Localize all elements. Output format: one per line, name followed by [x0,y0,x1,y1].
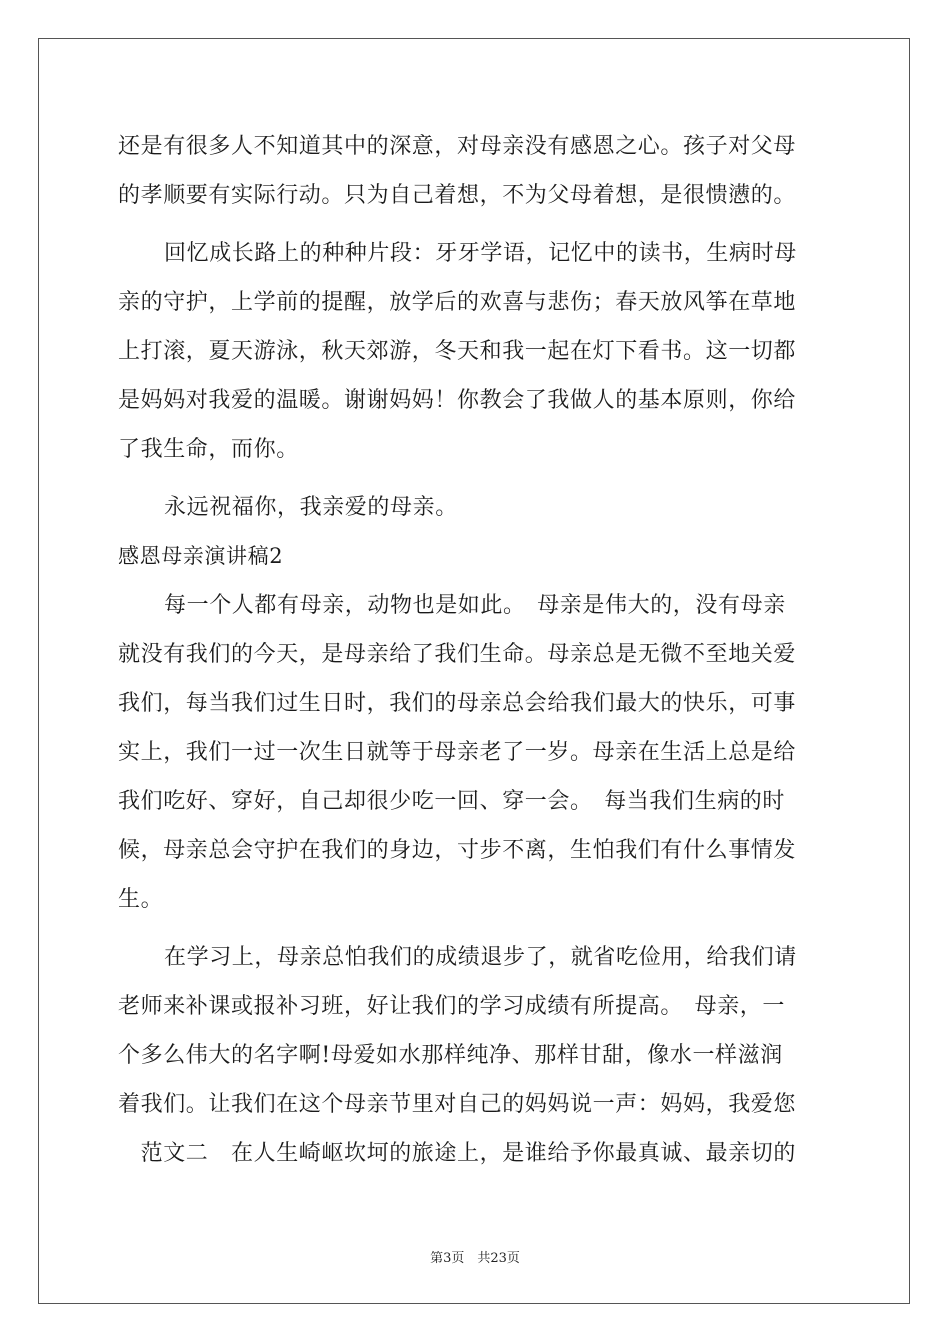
text-line: 个多么伟大的名字啊!母爱如水那样纯净、那样甘甜，像水一样滋润 [118,1043,783,1068]
text-line: 亲的守护，上学前的提醒，放学后的欢喜与悲伤；春天放风筝在草地 [118,290,797,315]
text-line: 回忆成长路上的种种片段：牙牙学语，记忆中的读书，生病时母 [164,241,797,266]
text-line: 在学习上，母亲总怕我们的成绩退步了，就省吃俭用，给我们请 [164,945,797,970]
text-line: 生。 [118,887,164,912]
text-line: 永远祝福你，我亲爱的母亲。 [164,495,458,520]
text-line: 还是有很多人不知道其中的深意，对母亲没有感恩之心。孩子对父母 [118,134,797,159]
text-line: 我们吃好、穿好，自己却很少吃一回、穿一会。 每当我们生病的时 [118,789,786,814]
text-line: 了我生命，而你。 [118,437,299,462]
text-line: 老师来补课或报补习班，好让我们的学习成绩有所提高。 母亲，一 [118,994,786,1019]
text-line: 上打滚，夏天游泳，秋天郊游，冬天和我一起在灯下看书。这一切都 [118,339,797,364]
page-number: 第3页 共23页 [430,1251,520,1266]
section-heading: 感恩母亲演讲稿2 [118,544,284,568]
text-line: 范文二 在人生崎岖坎坷的旅途上，是谁给予你最真诚、最亲切的 [118,1141,797,1166]
document-body [118,122,834,1178]
text-line: 候，母亲总会守护在我们的身边，寸步不离，生怕我们有什么事情发 [118,838,797,863]
text-line: 每一个人都有母亲，动物也是如此。 母亲是伟大的，没有母亲 [164,593,786,618]
text-line: 我们，每当我们过生日时，我们的母亲总会给我们最大的快乐，可事 [118,691,797,716]
text-line: 的孝顺要有实际行动。只为自己着想，不为父母着想，是很愦懑的。 [118,183,797,208]
text-line: 是妈妈对我爱的温暖。谢谢妈妈！你教会了我做人的基本原则，你给 [118,388,797,413]
text-line: 着我们。让我们在这个母亲节里对自己的妈妈说一声：妈妈，我爱您 [118,1092,797,1117]
text-line: 就没有我们的今天，是母亲给了我们生命。母亲总是无微不至地关爱 [118,642,797,667]
text-line: 实上，我们一过一次生日就等于母亲老了一岁。母亲在生活上总是给 [118,740,797,765]
